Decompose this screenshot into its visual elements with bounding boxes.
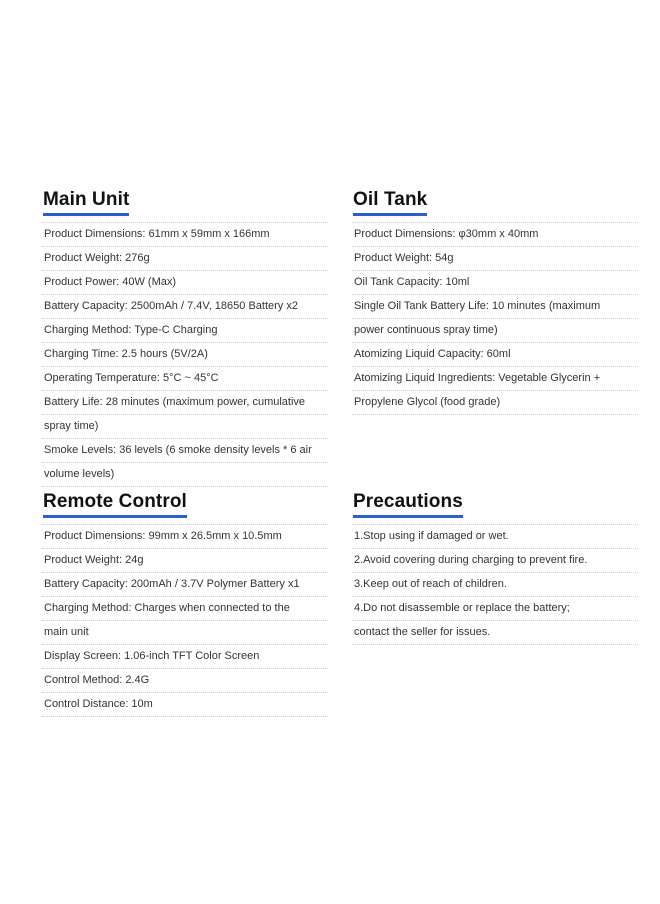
spec-row: Atomizing Liquid Capacity: 60ml: [352, 343, 638, 367]
remote-control-spec-list: [42, 524, 328, 717]
spec-row: Product Dimensions: φ30mm x 40mm: [352, 223, 638, 247]
precaution-row: 4.Do not disassemble or replace the battery;: [352, 597, 638, 621]
remote-control-section: [42, 490, 328, 717]
spec-row: Smoke Levels: 36 levels (6 smoke density levels * 6 air: [42, 439, 328, 463]
spec-row: Display Screen: 1.06-inch TFT Color Screen: [42, 645, 328, 669]
oil-tank-heading: Oil Tank: [353, 188, 427, 216]
spec-row: Battery Life: 28 minutes (maximum power, cumulative: [42, 391, 328, 415]
precaution-row: 2.Avoid covering during charging to prevent fire.: [352, 549, 638, 573]
spec-row: Product Dimensions: 61mm x 59mm x 166mm: [42, 223, 328, 247]
spec-row: Battery Capacity: 200mAh / 3.7V Polymer Battery x1: [42, 573, 328, 597]
spec-row: Atomizing Liquid Ingredients: Vegetable Glycerin +: [352, 367, 638, 391]
main-unit-section: [42, 188, 328, 487]
spec-row: Control Distance: 10m: [42, 693, 328, 717]
spec-row: Single Oil Tank Battery Life: 10 minutes (maximum: [352, 295, 638, 319]
spec-row: Operating Temperature: 5°C ~ 45°C: [42, 367, 328, 391]
precautions-heading: Precautions: [353, 490, 463, 518]
main-unit-heading: Main Unit: [43, 188, 129, 216]
precautions-section: [352, 490, 638, 645]
spec-row: Product Power: 40W (Max): [42, 271, 328, 295]
spec-row: Oil Tank Capacity: 10ml: [352, 271, 638, 295]
remote-control-heading: Remote Control: [43, 490, 187, 518]
spec-row: Charging Method: Type-C Charging: [42, 319, 328, 343]
precaution-row: 3.Keep out of reach of children.: [352, 573, 638, 597]
oil-tank-spec-list: [352, 222, 638, 415]
spec-row: Propylene Glycol (food grade): [352, 391, 638, 415]
spec-row: Charging Method: Charges when connected to the: [42, 597, 328, 621]
spec-row: Product Weight: 24g: [42, 549, 328, 573]
spec-row: main unit: [42, 621, 328, 645]
spec-row: spray time): [42, 415, 328, 439]
spec-row: Product Weight: 276g: [42, 247, 328, 271]
spec-row: Control Method: 2.4G: [42, 669, 328, 693]
precaution-row: 1.Stop using if damaged or wet.: [352, 525, 638, 549]
main-unit-spec-list: [42, 222, 328, 487]
spec-row: Product Dimensions: 99mm x 26.5mm x 10.5mm: [42, 525, 328, 549]
spec-row: power continuous spray time): [352, 319, 638, 343]
spec-row: volume levels): [42, 463, 328, 487]
oil-tank-section: [352, 188, 638, 415]
spec-row: Product Weight: 54g: [352, 247, 638, 271]
spec-row: Battery Capacity: 2500mAh / 7.4V, 18650 Battery x2: [42, 295, 328, 319]
precautions-list: [352, 524, 638, 645]
precaution-row: contact the seller for issues.: [352, 621, 638, 645]
spec-row: Charging Time: 2.5 hours (5V/2A): [42, 343, 328, 367]
